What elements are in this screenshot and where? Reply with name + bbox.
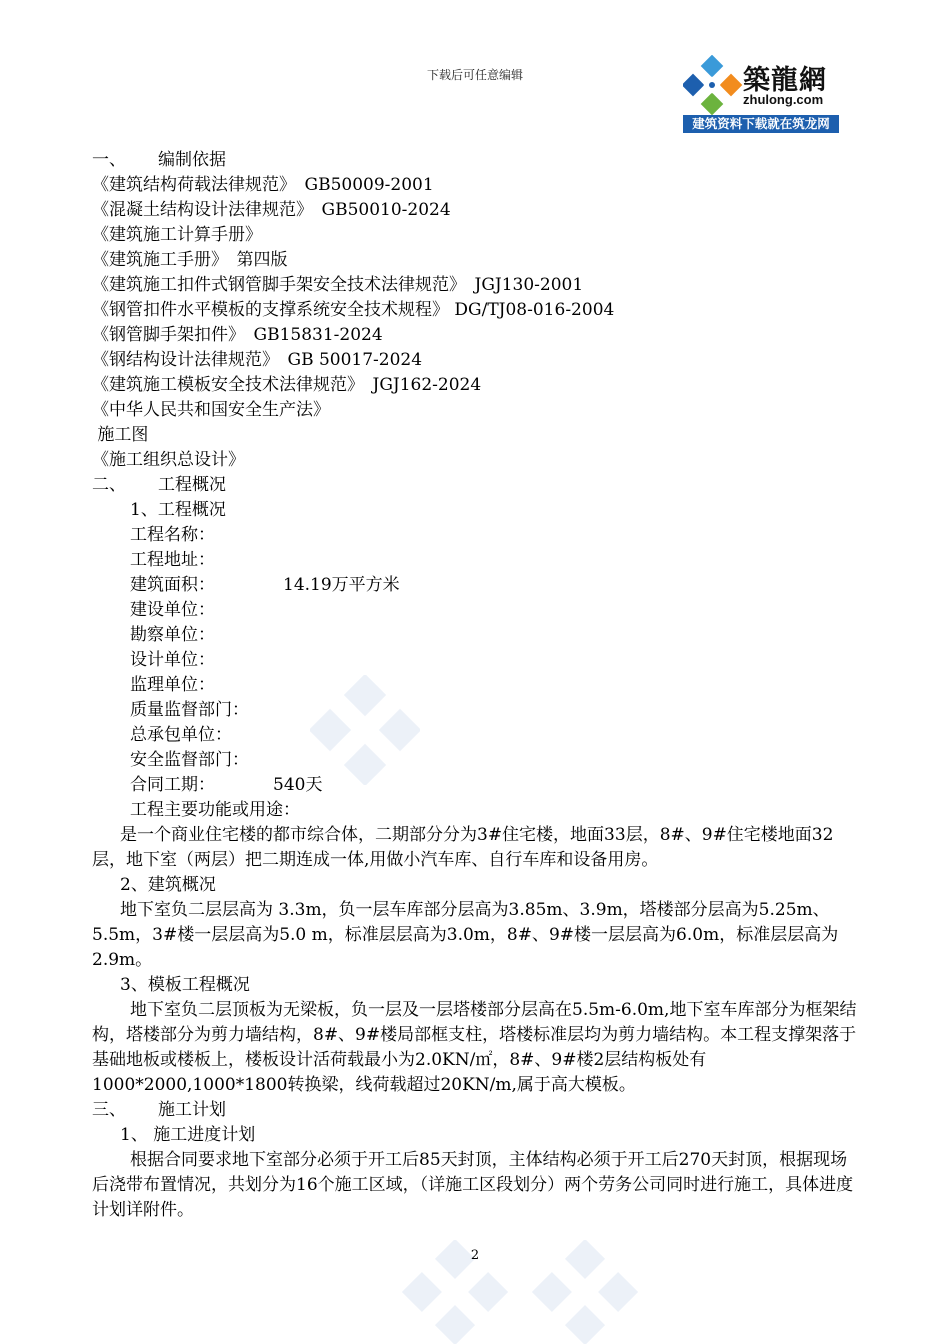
section-title: 编制依据: [158, 150, 226, 170]
project-field: [92, 673, 862, 698]
use-paragraph: 是一个商业住宅楼的都市综合体，二期部分分为3#住宅楼，地面33层，8#、9#住宅楼地面32层，地下室（两层）把二期连成一体,用做小汽车库、自行车库和设备用房。: [92, 825, 834, 870]
section-number: 三、: [92, 1100, 126, 1120]
architecture-paragraph: 地下室负二层层高为 3.3m，负一层车库部分层高为3.85m、3.9m，塔楼部分层高为5.25m、5.5m，3#楼一层层高为5.0 m，标准层层高为3.0m，8#、9#楼一层层高为6.0m，标准层层高为2.9m。: [92, 900, 839, 970]
reference-item: 《钢管扣件水平模板的支撑系统安全技术规程》 DG/TJ08-016-2004: [92, 300, 615, 320]
subsection-title: 3、模板工程概况: [120, 975, 250, 995]
subsection-title: 1、工程概况: [130, 500, 226, 520]
project-field: [92, 523, 862, 548]
section-title: 工程概况: [158, 475, 226, 495]
reference-item: 《中华人民共和国安全生产法》: [92, 400, 330, 420]
document-body: [92, 148, 862, 1223]
field-label: 建设单位：: [130, 600, 215, 620]
reference-item: 《钢管脚手架扣件》 GB15831-2024: [92, 325, 383, 345]
schedule-paragraph: 根据合同要求地下室部分必须于开工后85天封顶，主体结构必须于开工后270天封顶，根据现场后浇带布置情况，共划分为16个施工区域，（详施工区段划分）两个劳务公司同时进行施工，具体进度计划详附件。: [92, 1150, 854, 1220]
field-label: 质量监督部门：: [130, 700, 249, 720]
field-label: 工程地址：: [130, 550, 215, 570]
reference-item: 《建筑施工模板安全技术法律规范》 JGJ162-2024: [92, 375, 482, 395]
header-note: 下载后可任意编辑: [426, 68, 523, 82]
subsection-title: 1、 施工进度计划: [120, 1125, 256, 1145]
field-label: 监理单位：: [130, 675, 215, 695]
project-field: [92, 698, 862, 723]
field-label: 总承包单位：: [130, 725, 232, 745]
field-label: 合同工期：: [130, 775, 215, 795]
use-label: 工程主要功能或用途：: [130, 800, 300, 820]
reference-item: 《建筑施工扣件式钢管脚手架安全技术法律规范》 JGJ130-2001: [92, 275, 584, 295]
section-heading: [92, 473, 862, 498]
logo-banner: 建筑资料下载就在筑龙网: [683, 115, 839, 133]
project-field: [92, 648, 862, 673]
formwork-paragraph: 地下室负二层顶板为无梁板，负一层及一层塔楼部分层高在5.5m-6.0m,地下室车库部分为框架结构，塔楼部分为剪力墙结构，8#、9#楼局部框支柱，塔楼标准层均为剪力墙结构。本工程支撑架落于基础地板或楼板上，楼板设计活荷载最小为2.0KN/㎡，8#、9#楼2层结构板处有1000*2000,1000*1800转换梁，线荷载超过20KN/m,属于高大模板。: [92, 1000, 857, 1095]
section-heading: [92, 148, 862, 173]
field-value: 14.19万平方米: [283, 575, 400, 595]
reference-item: 《建筑施工手册》 第四版: [92, 250, 288, 270]
field-label: 建筑面积：: [130, 575, 215, 595]
project-field: [92, 573, 862, 598]
reference-item: 《混凝土结构设计法律规范》 GB50010-2024: [92, 200, 451, 220]
field-label: 安全监督部门：: [130, 750, 249, 770]
project-field: [92, 773, 862, 798]
project-field: [92, 623, 862, 648]
reference-item: 施工图: [92, 425, 149, 445]
subsection-title: 2、建筑概况: [120, 875, 216, 895]
logo-domain: zhulong.com: [743, 92, 824, 107]
project-field: [92, 723, 862, 748]
section-heading: [92, 1098, 862, 1123]
reference-item: 《建筑结构荷载法律规范》 GB50009-2001: [92, 175, 434, 195]
logo-name: 築龍網: [743, 65, 827, 96]
reference-item: 《建筑施工计算手册》: [92, 225, 262, 245]
field-label: 勘察单位：: [130, 625, 215, 645]
section-number: 二、: [92, 475, 126, 495]
reference-item: 《钢结构设计法律规范》 GB 50017-2024: [92, 350, 423, 370]
project-field: [92, 598, 862, 623]
project-field: [92, 548, 862, 573]
zhulong-logo: [683, 55, 839, 133]
field-label: 工程名称：: [130, 525, 215, 545]
section-title: 施工计划: [158, 1100, 226, 1120]
page-number: 2: [470, 1248, 480, 1263]
field-label: 设计单位：: [130, 650, 215, 670]
reference-item: 《施工组织总设计》: [92, 450, 245, 470]
field-value: 540天: [273, 775, 323, 795]
project-field: [92, 748, 862, 773]
section-number: 一、: [92, 150, 126, 170]
